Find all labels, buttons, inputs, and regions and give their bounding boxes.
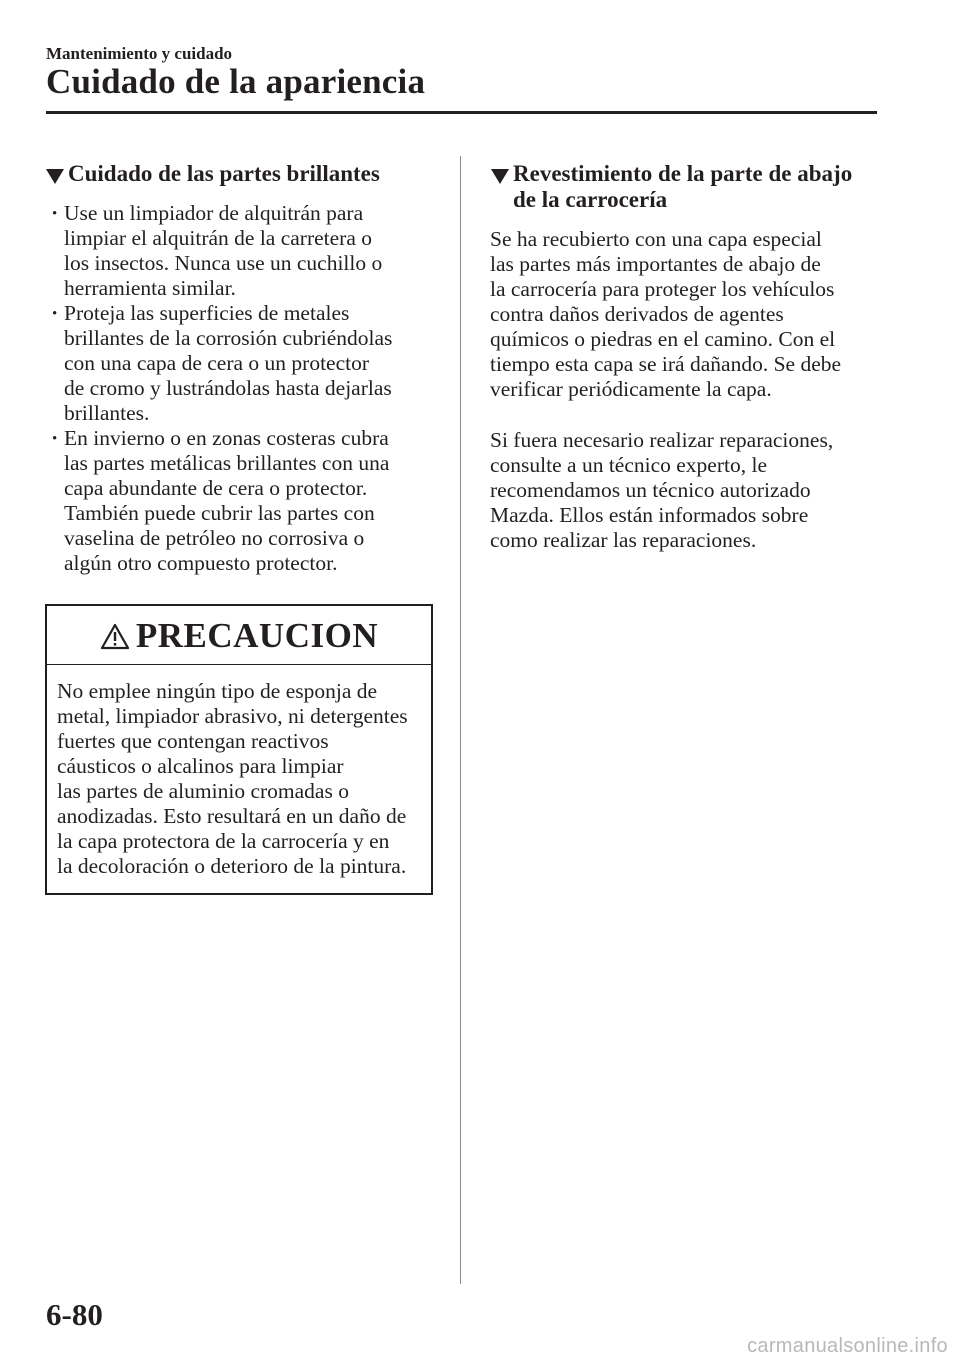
- text-line: con una capa de cera o un protector: [64, 351, 370, 375]
- text-line: algún otro compuesto protector.: [64, 551, 338, 575]
- text-line: Use un limpiador de alquitrán para: [64, 201, 364, 225]
- bullet-list: [52, 201, 432, 576]
- text-line: herramienta similar.: [64, 276, 236, 300]
- text-line: consulte a un técnico experto, le: [490, 453, 768, 477]
- text-line: No emplee ningún tipo de esponja de: [57, 679, 378, 703]
- list-item: [52, 426, 432, 576]
- left-heading-text: Cuidado de las partes brillantes: [68, 161, 380, 186]
- page-title: Cuidado de la apariencia: [46, 62, 426, 101]
- caution-header: [47, 606, 431, 665]
- text-line: En invierno o en zonas costeras cubra: [64, 426, 389, 450]
- caution-box: [45, 604, 433, 895]
- watermark: carmanualsonline.info: [747, 1335, 948, 1357]
- paragraph: [490, 428, 880, 553]
- text-line: cáusticos o alcalinos para limpiar: [57, 754, 344, 778]
- list-item: [52, 301, 432, 426]
- text-line: de cromo y lustrándolas hasta dejarlas: [64, 376, 392, 400]
- bullet-dot: •: [52, 206, 58, 222]
- text-line: los insectos. Nunca use un cuchillo o: [64, 251, 383, 275]
- text-line: brillantes.: [64, 401, 150, 425]
- text-line: capa abundante de cera o protector.: [64, 476, 368, 500]
- text-line: fuertes que contengan reactivos: [57, 729, 329, 753]
- heading-triangle-icon: [491, 169, 509, 184]
- text-line: como realizar las reparaciones.: [490, 528, 757, 552]
- bullet-dot: •: [52, 306, 58, 322]
- text-line: vaselina de petróleo no corrosiva o: [64, 526, 365, 550]
- text-line: la carrocería para proteger los vehículos: [490, 277, 835, 301]
- text-line: limpiar el alquitrán de la carretera o: [64, 226, 373, 250]
- text-line: las partes de aluminio cromadas o: [57, 779, 349, 803]
- text-line: las partes metálicas brillantes con una: [64, 451, 390, 475]
- heading-line: de la carrocería: [513, 187, 668, 212]
- left-heading: [46, 161, 446, 187]
- heading-line: Revestimiento de la parte de abajo: [513, 161, 853, 186]
- text-line: la capa protectora de la carrocería y en: [57, 829, 390, 853]
- text-line: metal, limpiador abrasivo, ni detergentes: [57, 704, 408, 728]
- right-heading-text: [491, 161, 891, 213]
- list-item: [52, 201, 432, 301]
- paragraph: [490, 227, 880, 402]
- text-line: También puede cubrir las partes con: [64, 501, 375, 525]
- caution-title: PRECAUCION: [135, 616, 379, 655]
- text-line: Se ha recubierto con una capa especial: [490, 227, 822, 251]
- text-line: anodizadas. Esto resultará en un daño de: [57, 804, 407, 828]
- warning-triangle-icon: [100, 623, 130, 655]
- text-line: Proteja las superficies de metales: [64, 301, 350, 325]
- caution-body: [47, 665, 431, 879]
- text-line: verificar periódicamente la capa.: [490, 377, 772, 401]
- text-line: recomendamos un técnico autorizado: [490, 478, 811, 502]
- text-line: contra daños derivados de agentes: [490, 302, 784, 326]
- column-divider: [460, 156, 461, 1284]
- text-line: brillantes de la corrosión cubriéndolas: [64, 326, 393, 350]
- text-line: químicos o piedras en el camino. Con el: [490, 327, 836, 351]
- heading-triangle-icon: [46, 169, 64, 184]
- page-number: 6-80: [46, 1297, 103, 1332]
- text-line: tiempo esta capa se irá dañando. Se debe: [490, 352, 842, 376]
- text-line: Si fuera necesario realizar reparaciones,: [490, 428, 834, 452]
- bullet-dot: •: [52, 431, 58, 447]
- text-line: Mazda. Ellos están informados sobre: [490, 503, 809, 527]
- text-line: la decoloración o deterioro de la pintura.: [57, 854, 407, 878]
- text-line: las partes más importantes de abajo de: [490, 252, 821, 276]
- title-rule: [46, 111, 877, 114]
- right-heading: [491, 161, 891, 213]
- section-label: Mantenimiento y cuidado: [46, 44, 233, 63]
